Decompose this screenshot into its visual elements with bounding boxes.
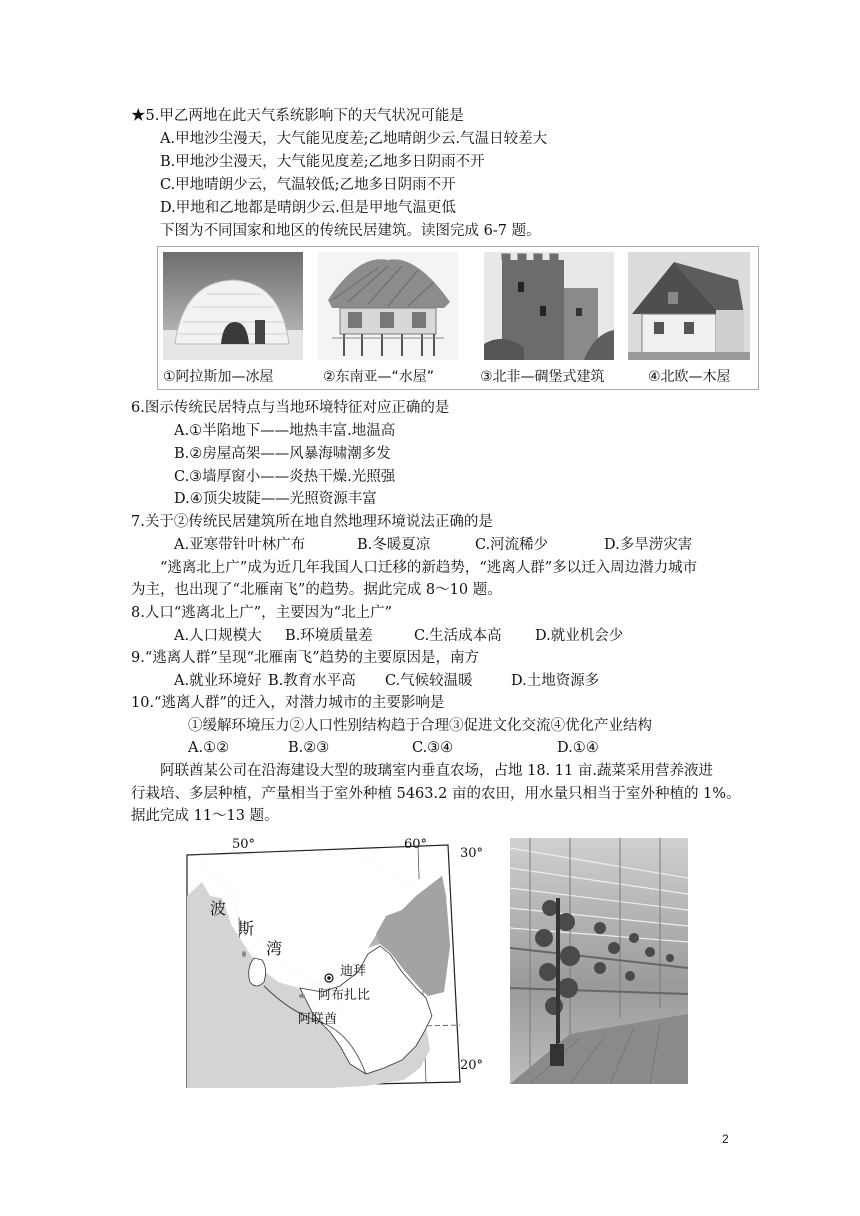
page-number: 2 (722, 1132, 729, 1146)
q10-option-d: D.①④ (557, 740, 599, 756)
q9-option-d: D.土地资源多 (511, 673, 600, 689)
q7-option-a: A.亚寒带针叶林广布 (174, 537, 306, 553)
stilt-house-photo (318, 252, 458, 360)
intro-11-13-line2: 行栽培、多层种植，产量相当于室外种植 5463.2 亩的农田，用水量只相当于室外种植的 1%。 (131, 786, 741, 802)
q7-option-c: C.河流稀少 (475, 537, 549, 553)
longitude-50-label: 50° (232, 837, 256, 852)
q10-stem: 10.“逃离人群”的迁入，对潜力城市的主要影响是 (131, 695, 445, 711)
q5-option-b: B.甲地沙尘漫天，大气能见度差;乙地多日阴雨不开 (160, 154, 485, 170)
q6-option-a: A.①半陷地下——地热丰富.地温高 (174, 423, 396, 439)
q5-option-d: D.甲地和乙地都是晴朗少云.但是甲地气温更低 (160, 200, 456, 216)
q9-option-b: B.教育水平高 (268, 673, 356, 689)
intro-11-13-line3: 据此完成 11～13 题。 (131, 808, 279, 824)
q5-option-a: A.甲地沙尘漫天，大气能见度差;乙地晴朗少云.气温日较差大 (160, 131, 548, 147)
q6-option-d: D.④顶尖坡陡——光照资源丰富 (174, 491, 377, 507)
q5-option-c: C.甲地晴朗少云，气温较低;乙地多日阴雨不开 (160, 177, 456, 193)
latitude-30-label: 30° (460, 846, 484, 861)
intro-11-13-line1: 阿联酋某公司在沿海建设大型的玻璃室内垂直农场，占地 18. 11 亩.蔬菜采用营养液进 (160, 763, 713, 779)
q5-stem: ★5.甲乙两地在此天气系统影响下的天气状况可能是 (131, 108, 464, 124)
q10-option-b: B.②③ (288, 740, 330, 756)
wooden-house-photo (628, 252, 750, 360)
q8-option-d: D.就业机会少 (535, 628, 624, 644)
q10-option-c: C.③④ (412, 740, 454, 756)
caption-igloo: ①阿拉斯加—冰屋 (163, 369, 274, 385)
gulf-label-2: 斯 (238, 919, 255, 938)
q8-stem: 8.人口“逃离北上广”，主要因为“北上广” (131, 605, 392, 621)
q7-stem: 7.关于②传统民居建筑所在地自然地理环境说法正确的是 (131, 514, 493, 530)
q8-option-b: B.环境质量差 (285, 628, 373, 644)
q8-option-c: C.生活成本高 (414, 628, 502, 644)
caption-fortress: ③北非—碉堡式建筑 (480, 369, 605, 385)
q9-stem: 9.“逃离人群”呈现“北雁南飞”趋势的主要原因是，南方 (131, 650, 479, 666)
gulf-label-3: 湾 (266, 939, 283, 958)
caption-stilt-house: ②东南亚—“水屋” (323, 369, 435, 385)
q8-option-a: A.人口规模大 (174, 628, 262, 644)
caption-wooden-house: ④北欧—木屋 (648, 369, 731, 385)
uae-label: 阿联酋 (298, 1012, 338, 1027)
dubai-label: 迪拜 (340, 964, 367, 979)
uae-map (180, 836, 500, 1088)
gulf-label-1: 波 (210, 899, 227, 918)
q10-option-a: A.①② (188, 740, 230, 756)
q6-option-c: C.③墙厚窗小——炎热干燥.光照强 (174, 469, 396, 485)
q6-stem: 6.图示传统民居特点与当地环境特征对应正确的是 (131, 400, 450, 416)
igloo-photo (163, 252, 303, 360)
fortress-photo (484, 252, 614, 360)
q7-option-d: D.多旱涝灾害 (604, 537, 693, 553)
q9-option-a: A.就业环境好 (174, 673, 262, 689)
intro-8-10-line2: 为主，也出现了“北雁南飞”的趋势。据此完成 8～10 题。 (131, 582, 502, 598)
q6-option-b: B.②房屋高架——风暴海啸潮多发 (174, 446, 391, 462)
q7-option-b: B.冬暖夏凉 (357, 537, 431, 553)
vertical-farm-photo (510, 838, 688, 1084)
intro-8-10-line1: “逃离北上广”成为近几年我国人口迁移的新趋势，“逃离人群”多以迁入周边潜力城市 (160, 560, 698, 576)
q10-items: ①缓解环境压力②人口性别结构趋于合理③促进文化交流④优化产业结构 (188, 718, 652, 734)
longitude-60-label: 60° (404, 837, 428, 852)
latitude-20-label: 20° (460, 1058, 484, 1073)
q9-option-c: C.气候较温暖 (385, 673, 473, 689)
abu-dhabi-label: 阿布扎比 (318, 988, 371, 1003)
intro-6-7: 下图为不同国家和地区的传统民居建筑。读图完成 6-7 题。 (160, 223, 541, 239)
